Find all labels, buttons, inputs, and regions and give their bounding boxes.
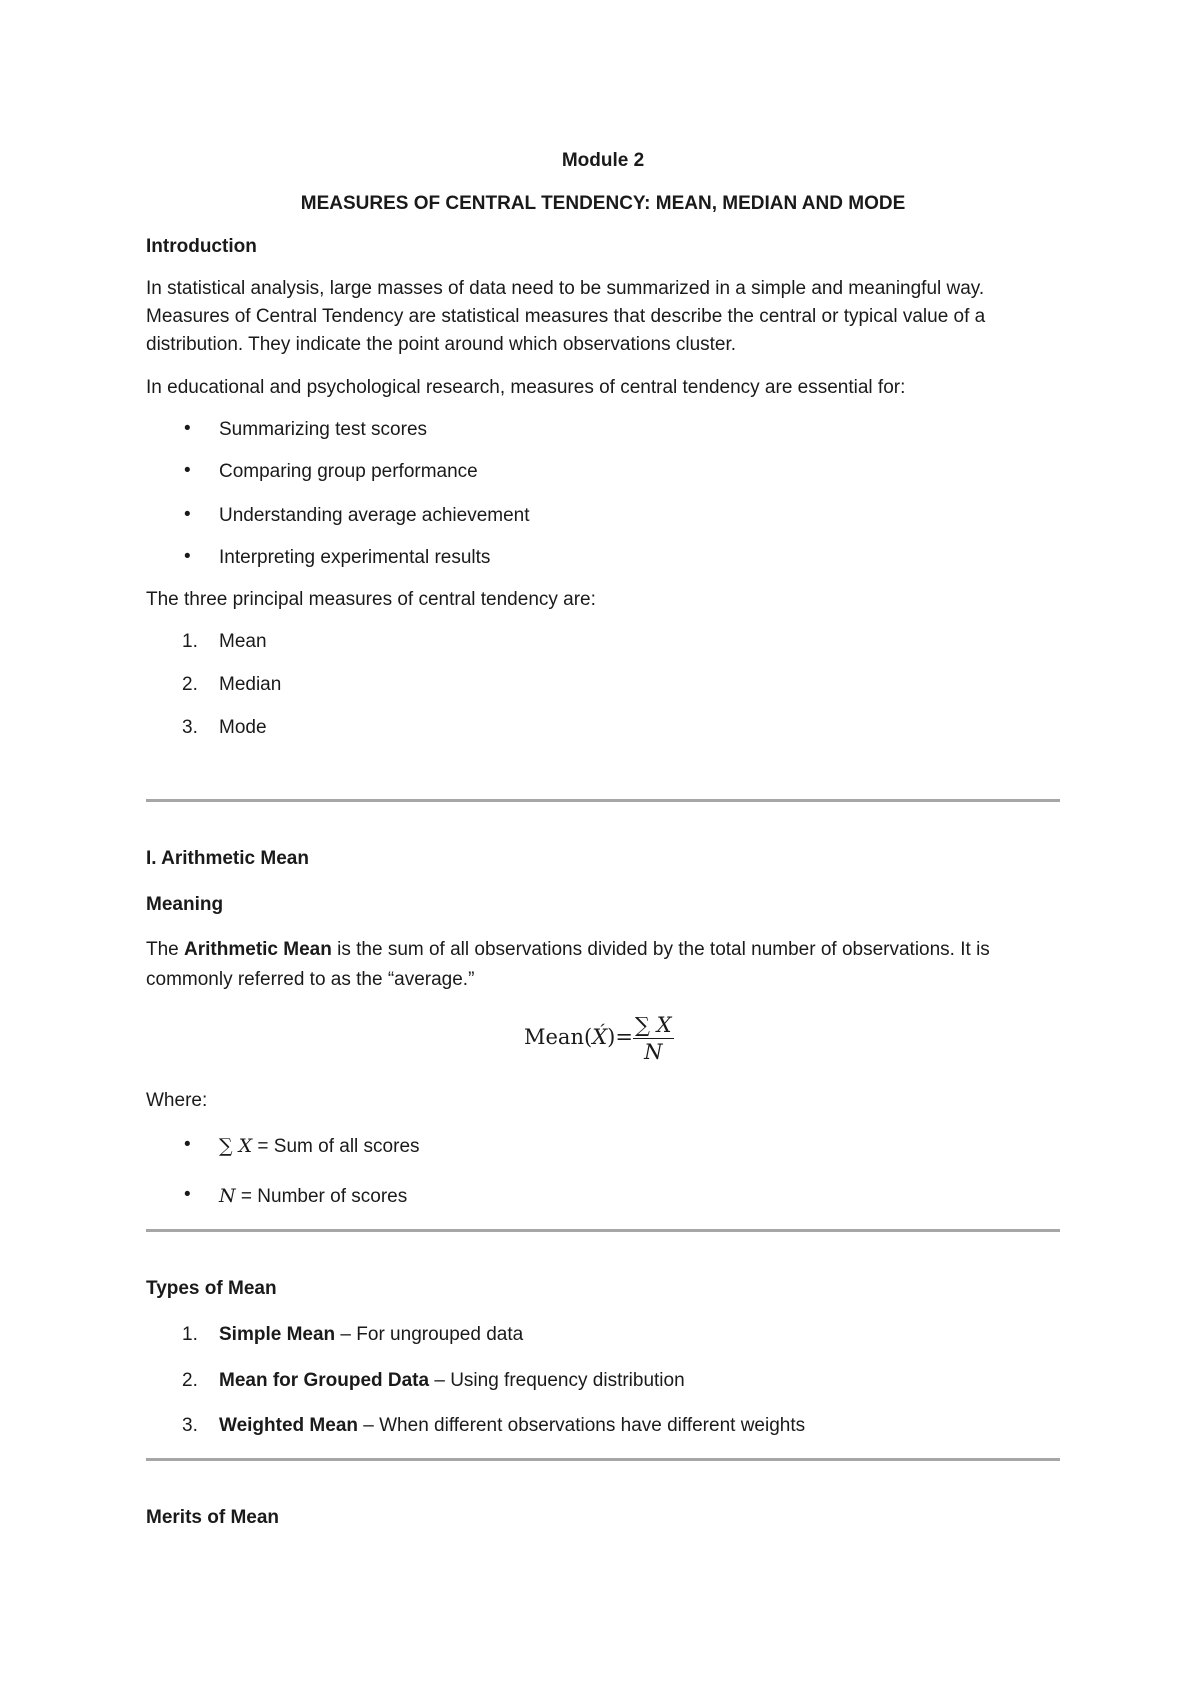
bullet-icon: • (184, 1134, 191, 1155)
list-number: 3. (182, 717, 198, 738)
list-text (219, 1366, 685, 1396)
types-heading: Types of Mean (146, 1278, 277, 1299)
bullet-icon: • (184, 546, 191, 567)
intro-paragraph-line: Measures of Central Tendency are statistical measures that describe the central or typical value of a (146, 306, 986, 327)
bullet-text: Comparing group performance (219, 461, 478, 482)
intro-heading: Introduction (146, 236, 257, 257)
bullet-text: Understanding average achievement (219, 505, 530, 526)
meaning-heading: Meaning (146, 894, 224, 915)
formula-symbol: X́ (592, 1025, 608, 1049)
type-name: Weighted Mean (219, 1415, 358, 1436)
list-number: 3. (182, 1415, 198, 1436)
formula-numerator: ∑ X (634, 1013, 672, 1037)
where-text: = Number of scores (235, 1186, 408, 1207)
where-label: Where: (146, 1090, 208, 1111)
formula-lhs: Mean (524, 1025, 584, 1049)
type-desc: – Using frequency distribution (429, 1370, 685, 1391)
bullet-icon: • (184, 504, 191, 525)
horizontal-rule (146, 1229, 1060, 1232)
bullet-icon: • (184, 418, 191, 439)
type-name: Mean for Grouped Data (219, 1370, 430, 1391)
list-text: Mode (219, 717, 267, 738)
where-symbol: N (219, 1185, 236, 1207)
list-number: 1. (182, 631, 198, 652)
meaning-post: is the sum of all observations divided by the total number of observations. It is (331, 939, 990, 960)
where-item (219, 1131, 420, 1162)
meaning-bold-term: Arithmetic Mean (184, 939, 332, 960)
merits-heading: Merits of Mean (146, 1507, 280, 1528)
formula-denominator: N (644, 1040, 663, 1064)
list-number: 2. (182, 674, 198, 695)
bullet-icon: • (184, 1184, 191, 1205)
list-number: 1. (182, 1324, 198, 1345)
intro-lead: In educational and psychological research, measures of central tendency are essential for: (146, 377, 906, 398)
meaning-paragraph-line (146, 935, 990, 965)
type-desc: – When different observations have different weights (358, 1415, 806, 1436)
bullet-text: Summarizing test scores (219, 419, 428, 440)
list-number: 2. (182, 1370, 198, 1391)
list-text: Mean (219, 631, 267, 652)
module-title: Module 2 (561, 150, 645, 171)
bullet-icon: • (184, 460, 191, 481)
meaning-paragraph-line: commonly referred to as the “average.” (146, 969, 475, 990)
where-item (219, 1181, 407, 1212)
list-text (219, 1320, 523, 1350)
section-heading-mean: I. Arithmetic Mean (146, 848, 309, 869)
main-title: MEASURES OF CENTRAL TENDENCY: MEAN, MEDIAN AND MODE (300, 193, 906, 214)
horizontal-rule (146, 799, 1060, 802)
where-symbol: ∑ X (219, 1135, 253, 1157)
horizontal-rule (146, 1458, 1060, 1461)
bullet-text: Interpreting experimental results (219, 547, 491, 568)
where-text: = Sum of all scores (252, 1136, 420, 1157)
principal-lead: The three principal measures of central tendency are: (146, 589, 596, 610)
list-text: Median (219, 674, 282, 695)
meaning-pre: The (146, 939, 185, 960)
type-name: Simple Mean (219, 1324, 336, 1345)
mean-formula: Mean(X́)= $\frac{\sum X}{N}$ (524, 1013, 672, 1064)
formula-fraction (633, 1012, 674, 1065)
type-desc: – For ungrouped data (335, 1324, 524, 1345)
intro-paragraph-line: distribution. They indicate the point around which observations cluster. (146, 334, 737, 355)
intro-paragraph-line: In statistical analysis, large masses of data need to be summarized in a simple and meaningful way. (146, 278, 985, 299)
list-text (219, 1411, 805, 1441)
